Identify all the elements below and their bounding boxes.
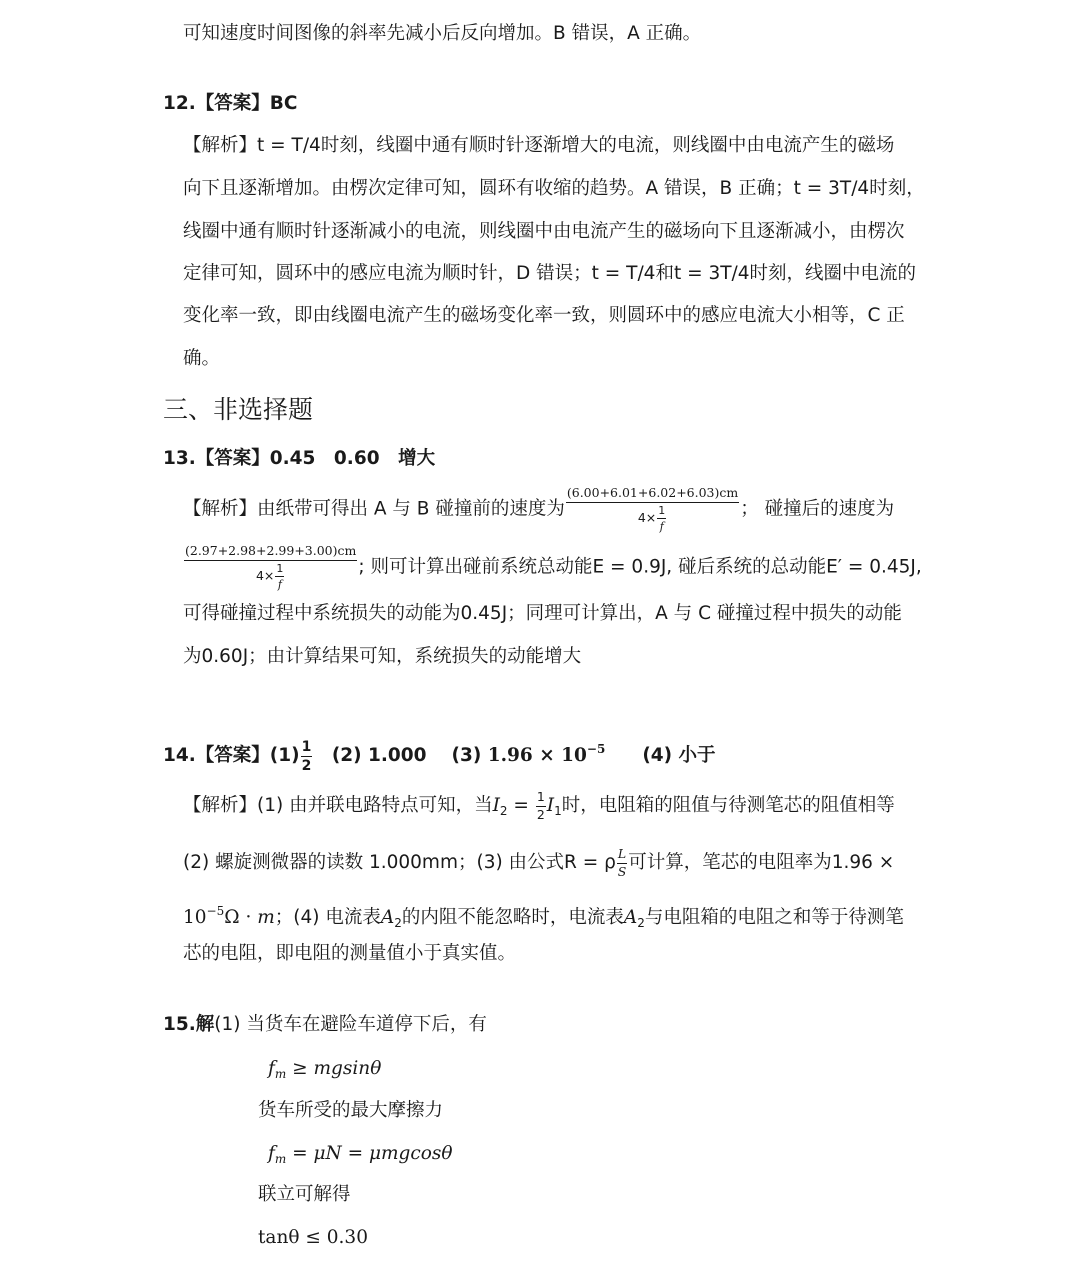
exponent: −5 <box>206 904 225 918</box>
fraction-denominator: S <box>617 863 627 879</box>
symbol: f <box>268 1058 275 1079</box>
half-fraction <box>536 791 546 821</box>
symbol: A <box>623 907 638 928</box>
fraction-numerator: (6.00+6.01+6.02+6.03)cm <box>566 487 739 503</box>
fraction-numerator: 1 <box>301 738 312 755</box>
q14-text: (2) 螺旋测微器的读数 1.000mm；(3) 由公式R = ρ <box>183 852 616 873</box>
q14-text: 10 <box>183 907 207 928</box>
subscript: m <box>274 1067 287 1081</box>
q12-answer-heading: 12.【答案】BC <box>163 93 298 114</box>
fraction-denominator-text: 4× <box>255 567 275 583</box>
q13-text: 【解析】由纸带可得出 A 与 B 碰撞前的速度为 <box>183 498 565 520</box>
inner-denominator: f <box>277 577 282 591</box>
symbol: f <box>268 1143 275 1164</box>
inner-fraction <box>657 505 666 532</box>
subscript: 2 <box>394 916 402 930</box>
subscript: m <box>274 1152 287 1166</box>
fraction-numerator: (2.97+2.98+2.99+3.00)cm <box>184 545 357 561</box>
symbol: A <box>380 907 395 928</box>
q14-heading-text: 14.【答案】(1) <box>163 745 300 766</box>
inner-fraction <box>275 563 284 590</box>
velocity-fraction-before <box>566 487 739 532</box>
q14-text: 的内阻不能忽略时，电流表 <box>401 907 624 928</box>
q15-equation-3: tanθ ≤ 0.30 <box>258 1227 368 1248</box>
q13-answer-heading: 13.【答案】0.45 0.60 增大 <box>163 448 436 469</box>
q14-text: 与电阻箱的电阻之和等于待测笔 <box>644 907 904 928</box>
q14-text: Ω · <box>224 907 258 928</box>
q14-heading-text: (2) 1.000 (3) <box>313 745 488 766</box>
q15-heading-label: 15.解 <box>163 1014 215 1035</box>
fraction-numerator: L <box>617 848 627 864</box>
q12-line-1: 【解析】t = T/4时刻，线圈中通有顺时针逐渐增大的电流，则线圈中由电流产生的磁场 <box>183 135 895 156</box>
q15-heading-text: (1) 当货车在避险车道停下后，有 <box>214 1014 487 1035</box>
q14-text: ；(4) 电流表 <box>274 907 381 928</box>
q12-line-4: 定律可知，圆环中的感应电流为顺时针，D 错误；t = T/4和t = 3T/4时刻，线圈中电流的 <box>183 263 917 284</box>
q15-text-2: 联立可解得 <box>258 1184 351 1205</box>
q14-line-2 <box>183 848 894 878</box>
equation-text: = μN = μmgcosθ <box>286 1143 453 1164</box>
fraction-denominator: 2 <box>536 806 545 822</box>
exponent: −5 <box>586 742 606 756</box>
q14-text: 可计算，笔芯的电阻率为1.96 × <box>628 852 895 873</box>
q13-line-1 <box>183 487 894 532</box>
q13-text: ; 则可计算出碰前系统总动能E = 0.9J, 碰后系统的总动能E′ = 0.45J, <box>358 556 922 578</box>
velocity-fraction-after <box>184 545 357 590</box>
subscript: 2 <box>637 916 645 930</box>
q15-equation-2 <box>268 1140 453 1173</box>
q15-heading <box>163 1011 487 1039</box>
q13-line-3: 可得碰撞过程中系统损失的动能为0.45J；同理可计算出，A 与 C 碰撞过程中损失的动能 <box>183 603 902 624</box>
equation-text: ≥ mgsinθ <box>286 1058 382 1079</box>
q13-line-4: 为0.60J；由计算结果可知，系统损失的动能增大 <box>183 646 582 667</box>
section-title: 三、非选择题 <box>163 395 314 424</box>
q14-answer-heading <box>163 735 716 773</box>
fraction-denominator-text: 4× <box>637 509 657 525</box>
inner-numerator: 1 <box>276 561 284 575</box>
q15-equation-1 <box>268 1055 381 1088</box>
q12-line-3: 线圈中通有顺时针逐渐减小的电流，则线圈中由电流产生的磁场向下且逐渐减小，由楞次 <box>183 221 905 242</box>
q13-line-2 <box>183 545 922 590</box>
fraction-numerator: 1 <box>536 791 546 807</box>
inner-denominator: f <box>659 519 664 533</box>
subscript: 2 <box>499 804 508 818</box>
fraction-denominator <box>566 503 739 532</box>
symbol: I <box>546 795 555 816</box>
answer-fraction <box>301 740 313 773</box>
symbol: I <box>492 795 500 816</box>
q14-heading-math: 1.96 × 10 <box>487 745 587 766</box>
symbol: m <box>257 907 275 928</box>
q14-line-3 <box>183 897 904 937</box>
fraction-denominator: 2 <box>301 757 312 774</box>
q12-line-6: 确。 <box>183 348 221 369</box>
q14-text: = <box>507 795 535 816</box>
fraction-denominator <box>184 561 357 590</box>
q12-line-5: 变化率一致，即由线圈电流产生的磁场变化率一致，则圆环中的感应电流大小相等，C 正 <box>183 305 905 326</box>
paragraph-line: 可知速度时间图像的斜率先减小后反向增加。B 错误，A 正确。 <box>183 23 702 44</box>
resistance-fraction <box>617 848 627 878</box>
q14-heading-text: (4) 小于 <box>605 745 716 766</box>
q14-line-1 <box>183 791 895 825</box>
q15-text-1: 货车所受的最大摩擦力 <box>258 1100 444 1121</box>
q14-text: 【解析】(1) 由并联电路特点可知，当 <box>183 795 493 816</box>
q13-text: ； 碰撞后的速度为 <box>740 498 895 520</box>
q12-line-2: 向下且逐渐增加。由楞次定律可知，圆环有收缩的趋势。A 错误，B 正确；t = 3T/4时刻， <box>183 178 925 199</box>
inner-numerator: 1 <box>658 503 666 517</box>
subscript: 1 <box>554 804 562 818</box>
q14-text: 时，电阻箱的阻值与待测笔芯的阻值相等 <box>561 795 895 816</box>
q14-line-4: 芯的电阻，即电阻的测量值小于真实值。 <box>183 943 517 964</box>
